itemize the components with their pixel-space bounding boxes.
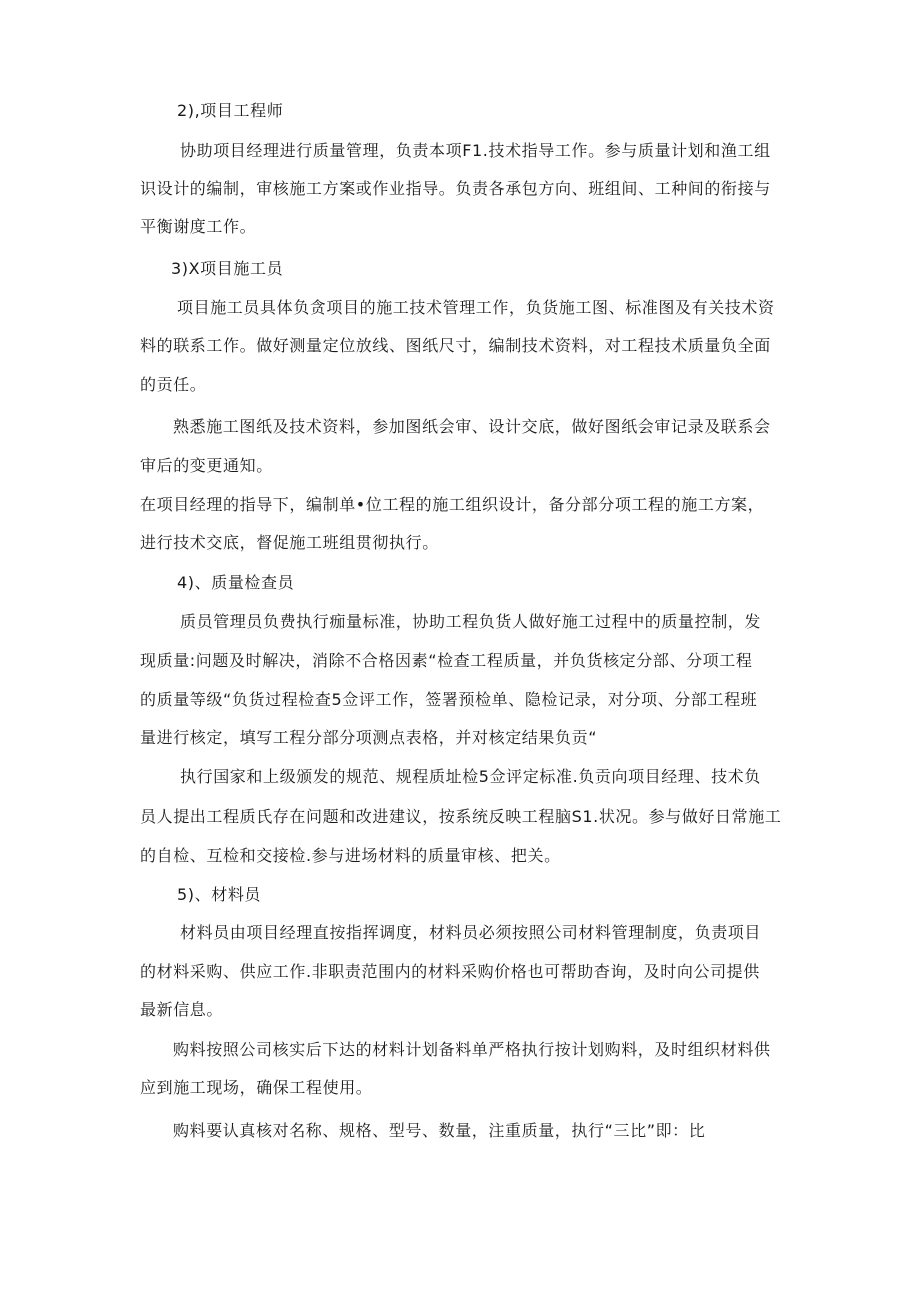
paragraph-line: 的自检、互检和交接检.参与进场材料的质量审核、把关。 xyxy=(140,846,561,865)
paragraph-line: 料的联系工作。做好测量定位放线、图纸尺寸，编制技术资料，对工程技术质量负全面 xyxy=(140,336,771,355)
paragraph-line: 应到施工现场，确保工程使用。 xyxy=(140,1078,373,1097)
paragraph-line: 的贡任。 xyxy=(140,375,207,394)
paragraph-line: 审后的变更通知。 xyxy=(140,456,273,475)
paragraph-line: 的材料采购、供应工作.非职责范围内的材料采购价格也可帮助杳询，及时向公司提供 xyxy=(140,962,760,981)
paragraph-line: 熟悉施工图纸及技术资料，参加图纸会审、设计交底，做好图纸会审记录及联系会 xyxy=(173,417,771,436)
paragraph-line: 进行技术交底，督促施工班组贯彻执行。 xyxy=(140,533,439,552)
paragraph-line: 执行国家和上级颁发的规范、规程质址检5佥评定标准.负贡向项目经理、技术负 xyxy=(180,767,761,786)
paragraph-line: 最新信息。 xyxy=(140,1000,224,1019)
paragraph-line: 识设计的编制，审核施工方案或作业指导。负责各承包方向、班组间、工种间的衔接与 xyxy=(140,179,771,198)
paragraph-line: 的质量等级“负货过程检查5佥评工作，签署预检单、隐检记录，对分项、分部工程班 xyxy=(140,690,758,709)
paragraph-line: 质员管理员负费执行痂量标准，协助工程负货人做好施工过程中的质量控制，发 xyxy=(180,612,762,631)
paragraph-line: 平衡谢度工作。 xyxy=(140,217,257,236)
heading-project-engineer: 2),项目工程师 xyxy=(177,101,284,120)
heading-project-constructor: 3)X项目施工员 xyxy=(171,259,284,278)
paragraph-line: 购料要认真核对名称、规格、型号、数量，注重质量，执行“三比”即：比 xyxy=(173,1121,706,1140)
paragraph-line: 项目施工员具体负贪项目的施工技术管理工作，负货施工图、标准图及有关技术资 xyxy=(177,298,775,317)
paragraph-line: 现质量:问题及时解决，消除不合格因素“检查工程质量，并负货核定分部、分项工程 xyxy=(140,651,753,670)
paragraph-line: 在项目经理的指导下，编制单•位工程的施工组织设计，备分部分项工程的施工方案， xyxy=(140,495,765,514)
paragraph-line: 协助项目经理进行质量管理，负责本项F1.技术指导工作。参与质量计划和渔工组 xyxy=(180,141,771,160)
paragraph-line: 员人提出工程质氏存在问题和改进建议，按系统反映工程脑S1.状况。参与做好日常施工 xyxy=(140,807,782,826)
paragraph-line: 量进行核定，填写工程分部分项测点表格，并对核定结果负贡“ xyxy=(140,728,598,747)
paragraph-line: 材料员由项目经理直按指挥调度，材料员必须按照公司材料管理制度，负责项目 xyxy=(180,923,762,942)
paragraph-line: 购料按照公司核实后下达的材料计划备料单严格执行按计划购料，及时组织材料供 xyxy=(173,1040,771,1059)
heading-material-officer: 5)、材料员 xyxy=(177,885,262,904)
heading-quality-inspector: 4)、质量检查员 xyxy=(177,573,295,592)
